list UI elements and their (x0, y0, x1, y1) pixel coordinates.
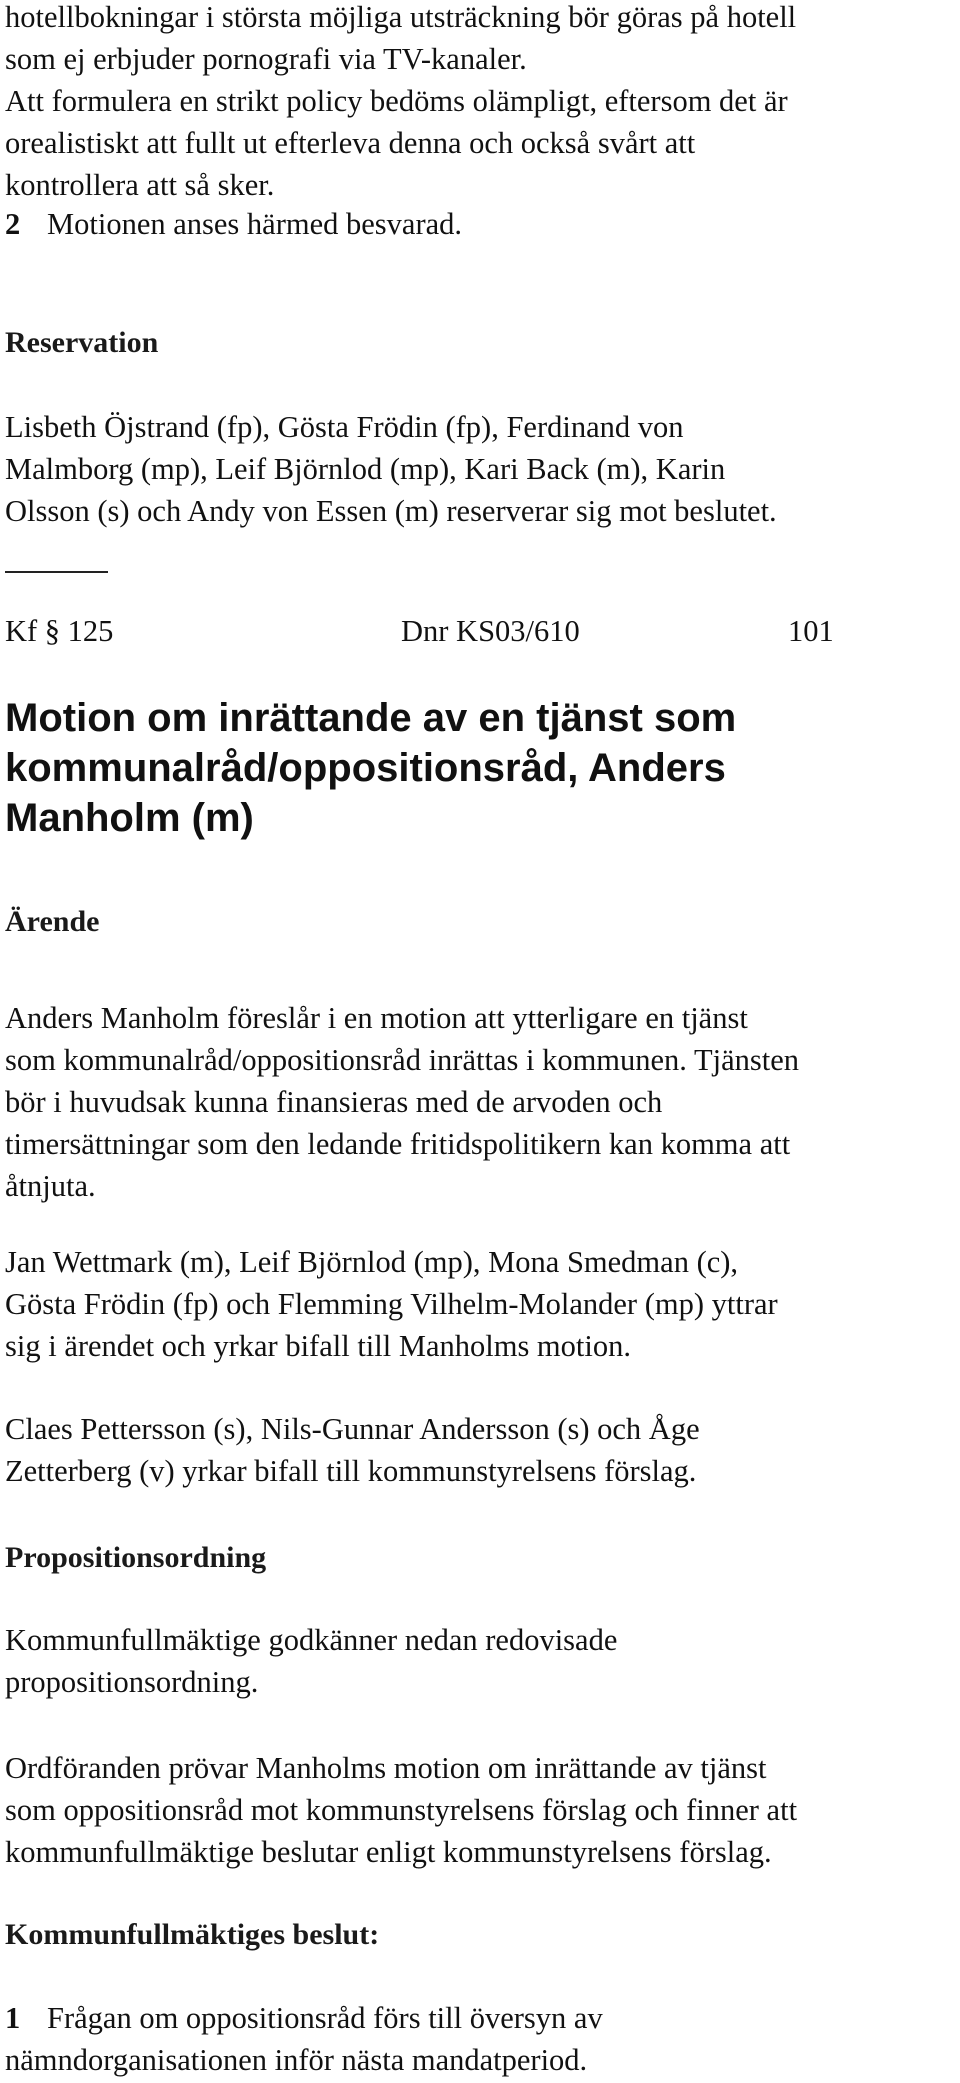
propositionsordning-paragraph-1: Kommunfullmäktige godkänner nedan redovisade propositionsordning. (5, 1623, 618, 1699)
motion-title: Motion om inrättande av en tjänst som kommunalråd/oppositionsråd, Anders Manholm (m) (5, 696, 737, 840)
reservation-paragraph: Lisbeth Öjstrand (fp), Gösta Frödin (fp), Ferdinand von Malmborg (mp), Leif Björnlod (mp), Kari Back (m), Karin Olsson (s) och Andy von Essen (m) reserverar sig mot beslutet. (5, 410, 777, 528)
dnr-reference: Dnr KS03/610 (401, 614, 580, 648)
arende-paragraph-3: Claes Pettersson (s), Nils-Gunnar Andersson (s) och Åge Zetterberg (v) yrkar bifall till kommunstyrelsens förslag. (5, 1412, 700, 1488)
decision-text: Motionen anses härmed besvarad. (47, 207, 463, 241)
propositionsordning-heading: Propositionsordning (5, 1541, 267, 1574)
beslut-number: 1 (5, 2001, 21, 2035)
beslut-item (5, 1997, 955, 2081)
kf-reference: Kf § 125 (5, 614, 114, 648)
beslut-heading: Kommunfullmäktiges beslut: (5, 1918, 380, 1951)
beslut-line-1: Frågan om oppositionsråd förs till översyn av (47, 2001, 603, 2035)
intro-paragraph: hotellbokningar i största möjliga utsträckning bör göras på hotell som ej erbjuder pornografi via TV-kanaler. Att formulera en strikt policy bedöms olämpligt, eftersom det är orealistiskt att fullt ut efterleva denna och också svårt att kontrollera att så sker. (5, 0, 797, 202)
arende-paragraph-1: Anders Manholm föreslår i en motion att ytterligare en tjänst som kommunalråd/oppositionsråd inrättas i kommunen. Tjänsten bör i huvudsak kunna finansieras med de arvoden och timersättningar som den ledande fritidspolitikern kan komma att åtnjuta. (5, 1001, 800, 1203)
propositionsordning-paragraph-2: Ordföranden prövar Manholms motion om inrättande av tjänst som oppositionsråd mot kommunstyrelsens förslag och finner att kommunfullmäktige beslutar enligt kommunstyrelsens förslag. (5, 1751, 798, 1869)
previous-decision-item (5, 203, 955, 245)
page-reference: 101 (788, 614, 834, 648)
arende-heading: Ärende (5, 905, 100, 938)
decision-number: 2 (5, 207, 21, 241)
beslut-line-2: nämndorganisationen inför nästa mandatperiod. (5, 2043, 588, 2077)
arende-paragraph-2: Jan Wettmark (m), Leif Björnlod (mp), Mona Smedman (c), Gösta Frödin (fp) och Flemming Vilhelm-Molander (mp) yttrar sig i ärendet och yrkar bifall till Manholms motion. (5, 1245, 778, 1363)
reservation-heading: Reservation (5, 326, 159, 359)
section-divider (5, 571, 108, 573)
